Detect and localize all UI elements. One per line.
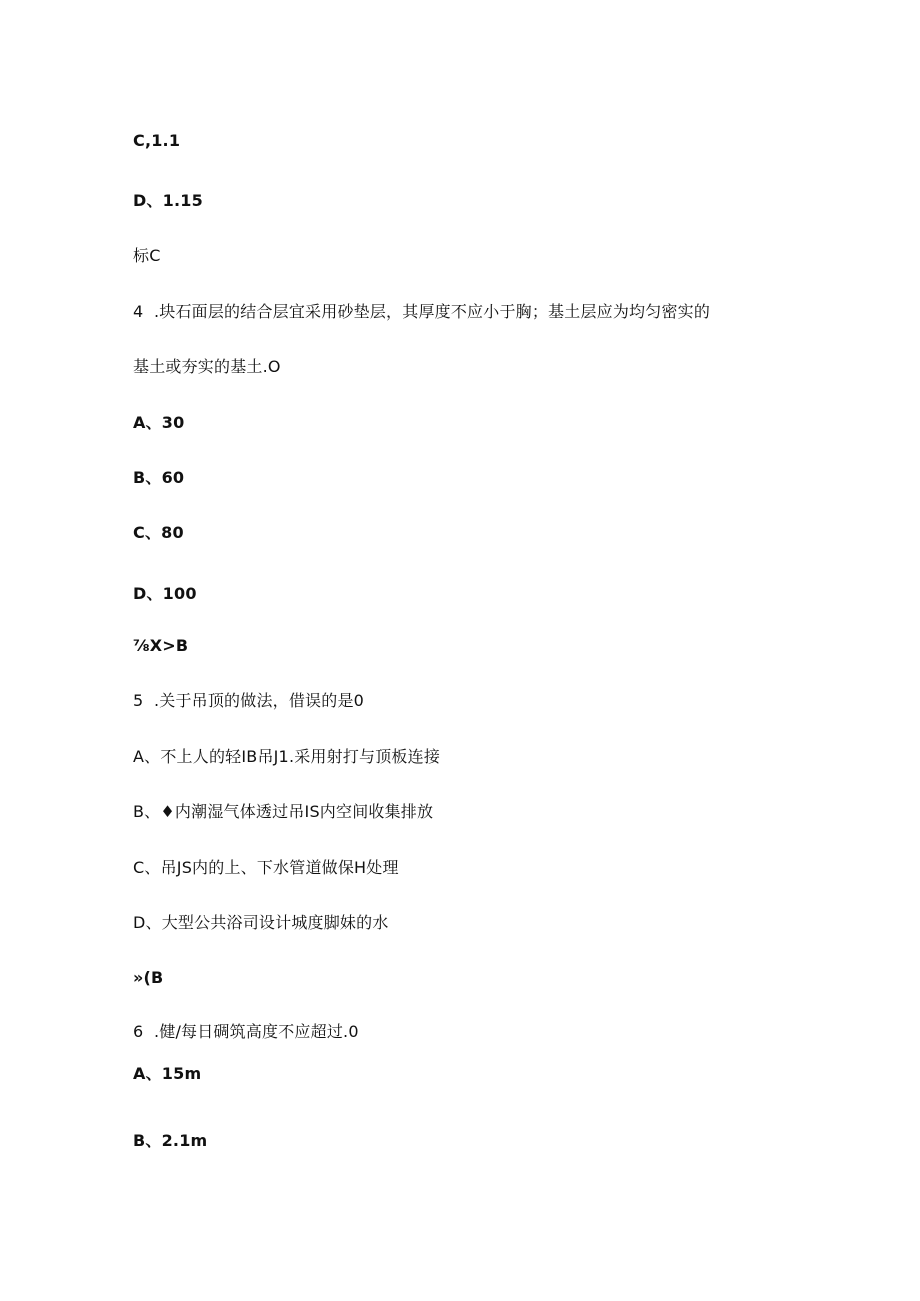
option-b-q6: B、2.1m bbox=[133, 1131, 208, 1150]
option-d-q3: D、1.15 bbox=[133, 191, 203, 210]
option-a-q5: A、不上人的轻IB吊J1.采用射打与顶板连接 bbox=[133, 747, 441, 766]
answer-q3: 标C bbox=[133, 246, 161, 265]
option-d-q4: D、100 bbox=[133, 584, 197, 603]
question-4-line-2: 基土或夯实的基土.O bbox=[133, 357, 281, 376]
answer-q5: »(B bbox=[133, 968, 164, 987]
option-b-q5: B、♦内潮湿气体透过吊IS内空间收集排放 bbox=[133, 802, 434, 821]
answer-q4: ⅞X>B bbox=[133, 636, 189, 655]
option-b-q4: B、60 bbox=[133, 468, 185, 487]
option-d-q5: D、大型公共浴司设计城度脚妹的水 bbox=[133, 913, 389, 932]
option-c-q4: C、80 bbox=[133, 523, 184, 542]
question-4-line-1: 4 .块石面层的结合层宜采用砂垫层，其厚度不应小于胸；基土层应为均匀密实的 bbox=[133, 302, 711, 321]
option-c-q5: C、吊JS内的上、下水管道做保H处理 bbox=[133, 858, 399, 877]
option-a-q4: A、30 bbox=[133, 413, 185, 432]
question-5: 5 .关于吊顶的做法，借误的是0 bbox=[133, 691, 365, 710]
option-c-q3: C,1.1 bbox=[133, 131, 181, 150]
question-6: 6 .健/每日碉筑高度不应超过.0 bbox=[133, 1022, 359, 1041]
option-a-q6: A、15m bbox=[133, 1064, 202, 1083]
